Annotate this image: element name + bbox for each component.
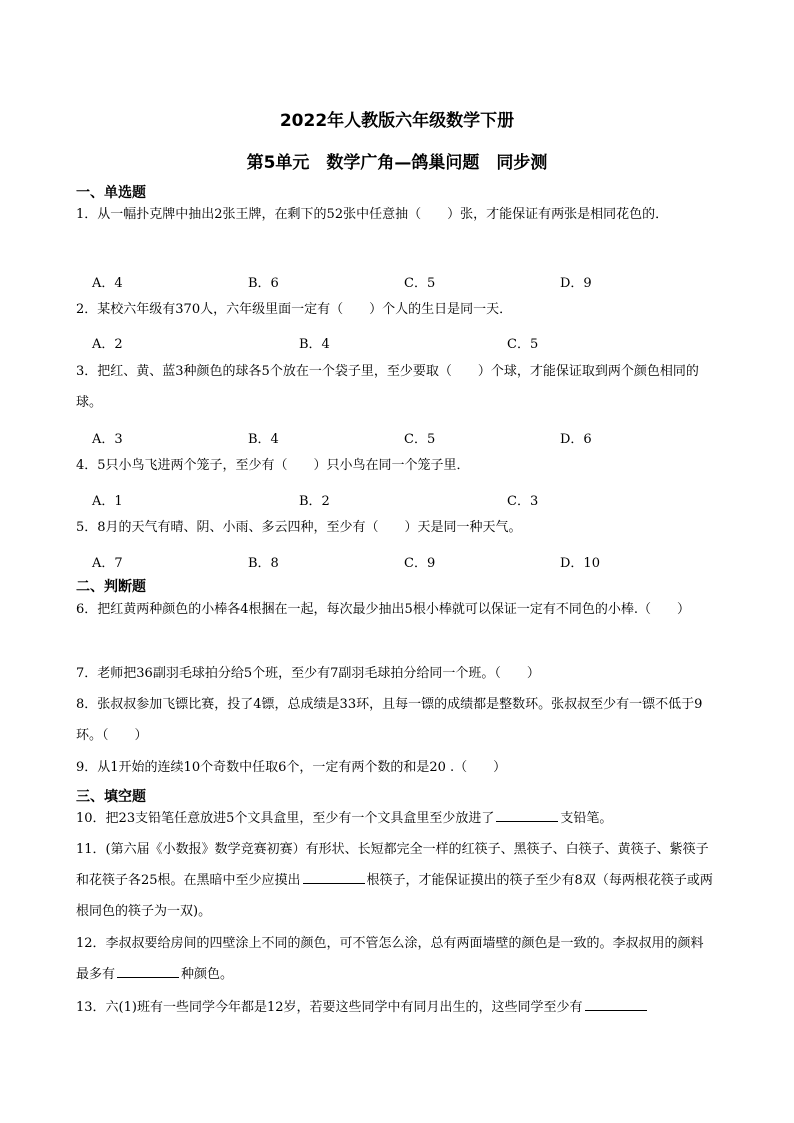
option: B．4 (248, 432, 279, 447)
answer-blank[interactable] (117, 963, 179, 978)
section-heading-single-choice: 一、单选题 (76, 185, 146, 201)
option: C．5 (507, 337, 539, 352)
question-12-text-end: 种颜色。 (181, 967, 234, 982)
option: B．2 (299, 494, 330, 509)
option: A．4 (92, 276, 123, 291)
question-10 (76, 803, 716, 834)
option: D．6 (560, 432, 592, 447)
question-9: 9．从1开始的连续10个奇数中任取6个，一定有两个数的和是20 .（ ） (76, 760, 507, 775)
question-10-text-end: 支铅笔。 (560, 811, 613, 826)
option: B．8 (248, 556, 279, 571)
question-13 (76, 992, 716, 1023)
option: B．6 (248, 276, 279, 291)
question-8: 8．张叔叔参加飞镖比赛，投了4镖，总成绩是33环，且每一镖的成绩都是整数环。张叔叔至少有一镖不低于9环。（ ） (76, 697, 703, 743)
question-12-text: 12．李叔叔要给房间的四壁涂上不同的颜色，可不管怎么涂，总有两面墙壁的颜色是一致的。李叔叔用的颜料最多有 (76, 936, 704, 982)
answer-blank[interactable] (303, 869, 365, 884)
question-3: 3．把红、黄、蓝3种颜色的球各5个放在一个袋子里，至少要取（ ）个球，才能保证取到两个颜色相同的球。 (76, 364, 699, 410)
question-7: 7．老师把36副羽毛球拍分给5个班，至少有7副羽毛球拍分给同一个班。（ ） (76, 666, 540, 681)
question-11-text: 11．(第六届《小数报》数学竞赛初赛）有形状、长短都完全一样的红筷子、黑筷子、白筷子、黄筷子、紫筷子和花筷子各25根。在黑暗中至少应摸出 (76, 842, 709, 888)
option: A．1 (92, 494, 123, 509)
option: A．2 (92, 337, 123, 352)
option: D．10 (560, 556, 600, 571)
option: C．5 (404, 276, 436, 291)
question-3-options (92, 428, 732, 448)
option: C．9 (404, 556, 436, 571)
question-12 (76, 928, 716, 990)
worksheet-title: 2022年人教版六年级数学下册 (279, 111, 515, 131)
question-4-options (92, 490, 732, 510)
answer-blank[interactable] (496, 807, 558, 822)
question-1: 1．从一幅扑克牌中抽出2张王牌，在剩下的52张中任意抽（ ）张，才能保证有两张是相同花色的． (76, 207, 669, 222)
question-2: 2．某校六年级有370人，六年级里面一定有（ ）个人的生日是同一天． (76, 302, 513, 317)
question-1-options (92, 272, 732, 292)
option: A．3 (92, 432, 123, 447)
answer-blank[interactable] (585, 996, 647, 1011)
option: C．3 (507, 494, 539, 509)
question-5-options (92, 552, 732, 572)
worksheet-subtitle: 第5单元 数学广角—鸽巢问题 同步测 (246, 153, 548, 173)
question-11-text-end: 根筷子，才能保证摸出的筷子至少有8双（每两根花筷子或两根同色的筷子为一双)。 (76, 873, 713, 919)
option: C．5 (404, 432, 436, 447)
question-10-text: 10．把23支铅笔任意放进5个文具盒里，至少有一个文具盒里至少放进了 (76, 811, 495, 826)
question-13-text: 13．六(1)班有一些同学今年都是12岁，若要这些同学中有同月出生的，这些同学至少有 (76, 1000, 583, 1015)
question-2-options (92, 333, 732, 353)
question-5: 5．8月的天气有晴、阴、小雨、多云四种，至少有（ ）天是同一种天气。 (76, 520, 522, 535)
question-11 (76, 834, 716, 927)
question-6: 6．把红黄两种颜色的小棒各4根捆在一起，每次最少抽出5根小棒就可以保证一定有不同色的小棒.（ ） (76, 602, 690, 617)
section-heading-fill-in: 三、填空题 (76, 789, 146, 805)
option: D．9 (560, 276, 592, 291)
option: B．4 (299, 337, 330, 352)
question-4: 4．5只小鸟飞进两个笼子，至少有（ ）只小鸟在同一个笼子里． (76, 458, 470, 473)
section-heading-true-false: 二、判断题 (76, 579, 146, 595)
option: A．7 (92, 556, 123, 571)
